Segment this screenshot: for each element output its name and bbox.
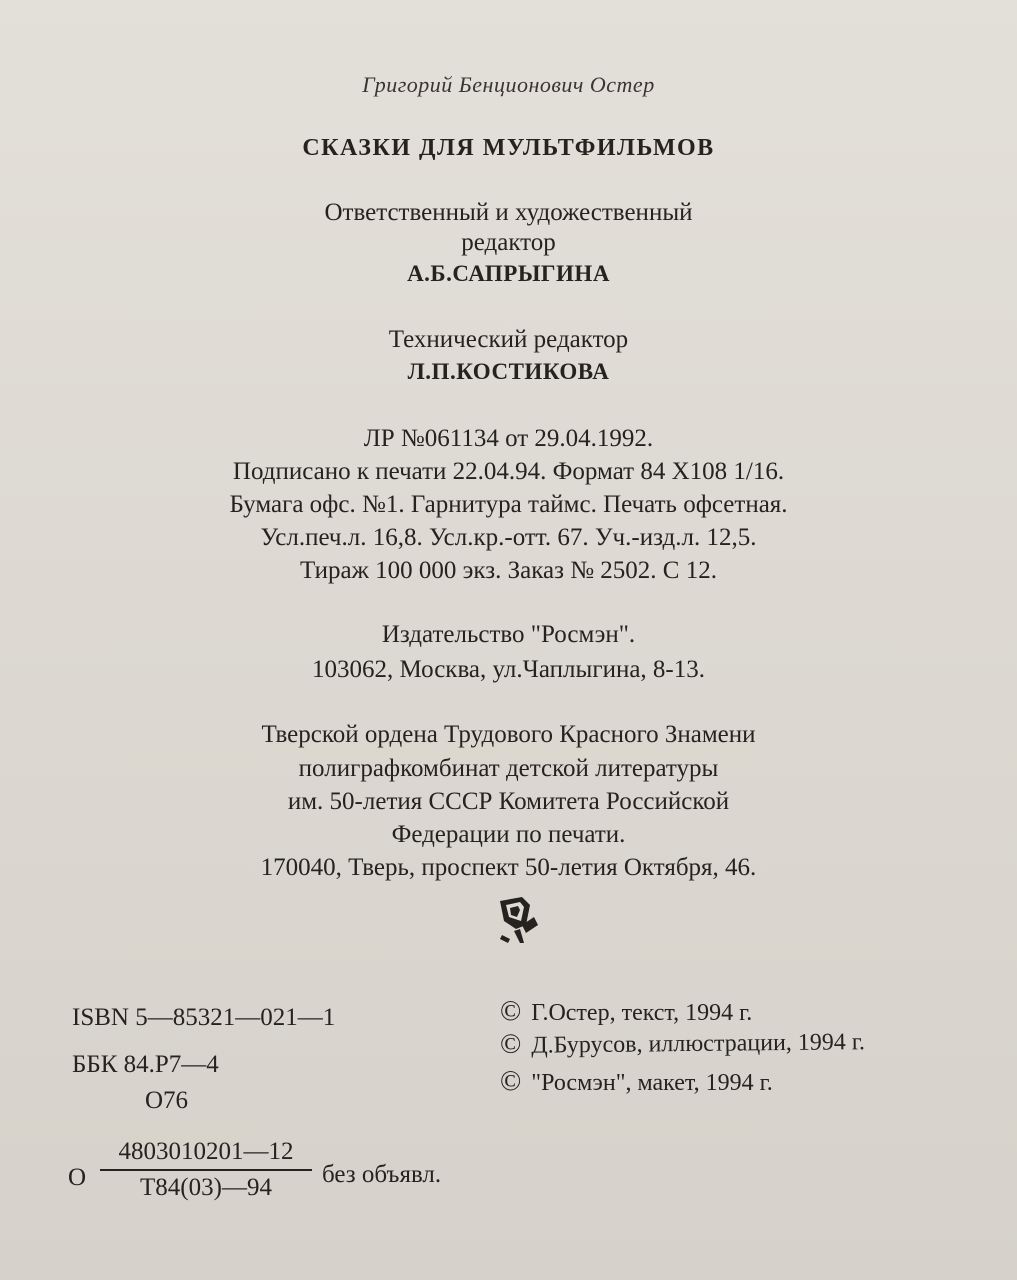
editor-name: А.Б.САПРЫГИНА [407,261,610,286]
book-title: СКАЗКИ ДЛЯ МУЛЬТФИЛЬМОВ [302,135,715,161]
printer-address: 170040, Тверь, проспект 50-летия Октября, 46. [260,854,757,881]
publisher-name: Издательство "Росмэн". [381,621,636,648]
print-run-line: Тираж 100 000 экз. Заказ № 2502. С 12. [300,557,717,584]
copyright-illustrations-label: Д.Бурусов, иллюстрации, 1994 г. [531,1029,866,1059]
printer-line4: Федерации по печати. [391,821,626,848]
author-name: Григорий Бенционович Остер [362,72,655,97]
printer-line3: им. 50-летия СССР Комитета Российской [287,788,730,815]
bbk-classification: ББК 84.Р7—4 [72,1051,219,1078]
publisher-address: 103062, Москва, ул.Чаплыгина, 8-13. [311,656,706,683]
printer-line1: Тверской ордена Трудового Красного Знамени [261,721,756,748]
signed-line: Подписано к печати 22.04.94. Формат 84 X108 1/16. [232,458,785,485]
fraction-bar [100,1169,312,1171]
fraction-suffix: без объявл. [322,1161,442,1188]
bbk-code: О76 [145,1087,189,1114]
paper-line: Бумага офс. №1. Гарнитура таймс. Печать офсетная. [229,491,788,518]
index-fraction [100,1138,312,1202]
editor-role-line1: Ответственный и художественный [324,199,693,226]
copyright-layout [500,1067,773,1098]
fraction-denominator: Т84(03)—94 [140,1174,272,1201]
isbn: ISBN 5—85321—021—1 [72,1004,336,1031]
tech-editor-role: Технический редактор [388,326,629,353]
copyright-symbol: © [500,996,522,1027]
editor-role-line2: редактор [461,229,556,256]
sheets-line: Усл.печ.л. 16,8. Усл.кр.-отт. 67. Уч.-изд.л. 12,5. [260,524,757,551]
copyright-layout-label: "Росмэн", макет, 1994 г. [531,1070,773,1096]
tech-editor-name: Л.П.КОСТИКОВА [407,359,610,384]
printer-emblem-icon [496,895,542,945]
copyright-text-label: Г.Остер, текст, 1994 г. [531,1000,753,1026]
printer-line2: полиграфкомбинат детской литературы [298,755,719,782]
fraction-prefix: О [68,1164,87,1191]
license-line: ЛР №061134 от 29.04.1992. [363,425,654,452]
fraction-numerator: 4803010201—12 [118,1138,294,1165]
copyright-text [500,997,752,1028]
copyright-illustrations [500,1026,865,1061]
copyright-symbol: © [500,1066,522,1097]
copyright-symbol: © [499,1028,522,1060]
